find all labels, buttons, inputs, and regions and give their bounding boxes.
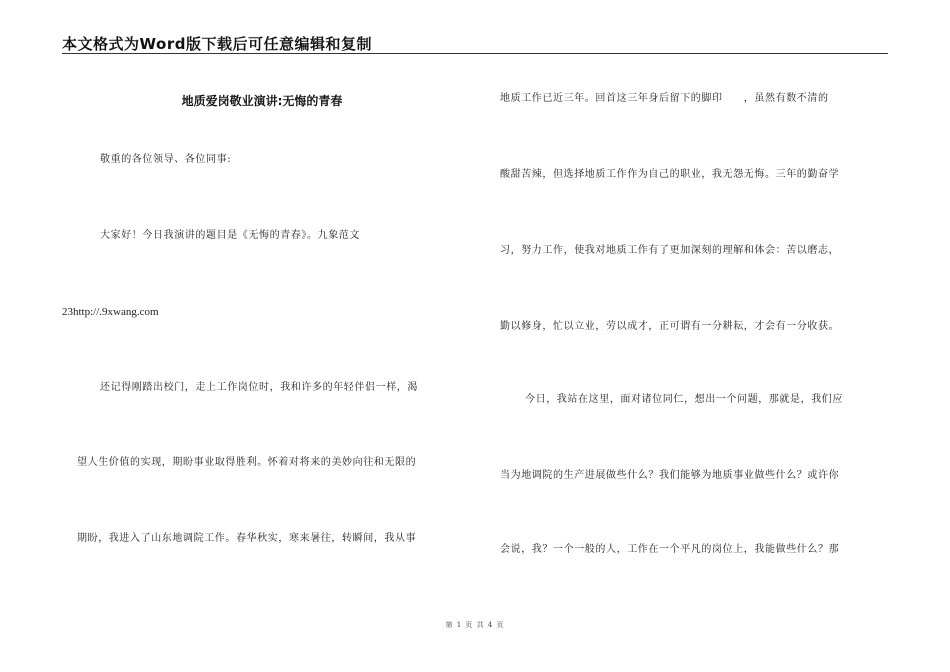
left-paragraph-line: 大家好！今日我演讲的题目是《无悔的青春》。九象范文 <box>100 230 360 241</box>
left-paragraph-line: 23http://.9xwang.com <box>62 306 159 318</box>
right-paragraph-line: 地质工作已近三年。回首这三年身后留下的脚印 ，虽然有数不清的 <box>500 93 829 104</box>
header-divider <box>62 53 888 54</box>
right-paragraph-line: 当为地调院的生产进展做些什么？我们能够为地质事业做些什么？或许你 <box>500 470 840 481</box>
document-title: 地质爱岗敬业演讲:无悔的青春 <box>181 94 343 108</box>
page-number-footer: 第 1 页 共 4 页 <box>445 621 505 629</box>
left-paragraph-line: 敬重的各位领导、各位同事: <box>100 154 232 165</box>
document-header-banner: 本文格式为Word版下载后可任意编辑和复制 <box>62 35 372 53</box>
right-paragraph-line: 习，努力工作，使我对地质工作有了更加深刻的理解和体会：苦以磨志， <box>500 245 840 256</box>
left-paragraph-line: 还记得刚踏出校门，走上工作岗位时，我和许多的年轻伴侣一样，渴 <box>100 382 418 393</box>
left-paragraph-line: 望人生价值的实现，期盼事业取得胜利。怀着对将来的美妙向往和无限的 <box>77 457 417 468</box>
left-paragraph-line: 期盼，我进入了山东地调院工作。春华秋实，寒来暑往，转瞬间，我从事 <box>77 533 417 544</box>
right-paragraph-line: 会说，我？一个一般的人，工作在一个平凡的岗位上，我能做些什么？那 <box>500 544 840 555</box>
right-paragraph-line: 勤以修身，忙以立业，劳以成才，正可谓有一分耕耘，才会有一分收获。 <box>500 321 840 332</box>
right-paragraph-line: 酸甜苦辣，但选择地质工作作为自己的职业，我无怨无悔。三年的勤奋学 <box>500 169 840 180</box>
right-paragraph-line: 今日，我站在这里，面对诸位同仁，想出一个问题，那就是，我们应 <box>525 394 843 405</box>
